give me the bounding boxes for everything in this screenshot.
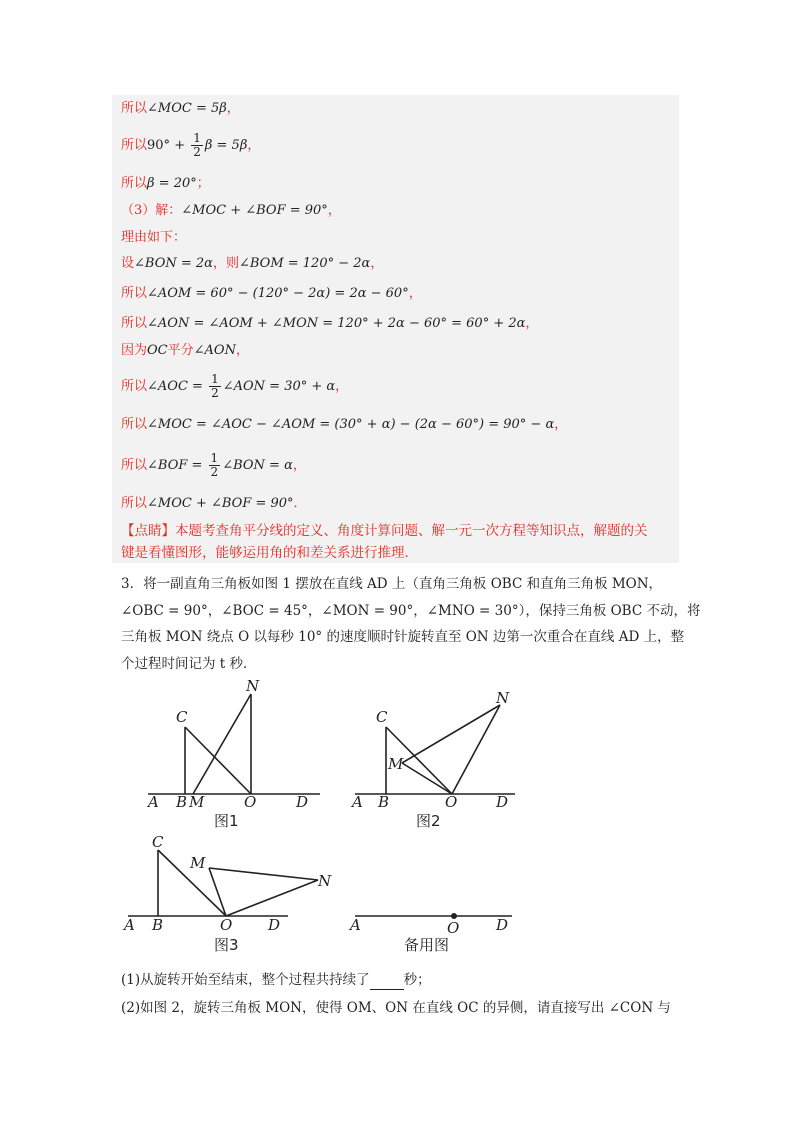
fig2-segment-NM <box>402 705 500 763</box>
fig2-label-A: A <box>352 793 363 811</box>
solution-line-2: 所以90° + $\frac{1}{2}$ β = 5β， <box>121 131 261 159</box>
solution-line-5: 理由如下： <box>121 230 187 245</box>
fig1-caption: 图1 <box>214 812 239 830</box>
fig3-label-N: N <box>318 872 332 890</box>
fig1-label-N: N <box>246 677 260 695</box>
comment-line-2: 键是看懂图形，能够运用角的和差关系进行推理． <box>121 545 418 561</box>
solution-line-12: 所以∠BOF = $\frac{1}{2}$ ∠BON = α， <box>121 451 306 479</box>
solution-line-3: 所以β = 20°； <box>121 176 210 191</box>
fig2-label-O: O <box>445 793 458 811</box>
subquestion-1: (1)从旋转开始至结束，整个过程共持续了 秒； <box>121 972 431 988</box>
fig3-label-A: A <box>124 916 135 934</box>
fig1-label-M: M <box>189 793 205 811</box>
question-line-2: ∠OBC = 90°，∠BOC = 45°，∠MON = 90°，∠MNO = 30°），保持三角板 OBC 不动，将 <box>121 603 701 619</box>
fig3-segment-NO <box>226 880 318 916</box>
solution-line-4: （3）解：∠MOC + ∠BOF = 90°， <box>121 203 341 218</box>
figures <box>0 672 800 962</box>
question-line-1: 3．将一副直角三角板如图 1 摆放在直线 AD 上（直角三角板 OBC 和直角三角板 MON， <box>121 576 663 592</box>
fig3-segment-MN <box>209 868 318 880</box>
solution-line-8: 所以∠AON = ∠AOM + ∠MON = 120° + 2α − 60° = 60° + 2α， <box>121 316 539 331</box>
fig2-caption: 图2 <box>416 812 441 830</box>
solution-line-6: 设∠BON = 2α，则∠BOM = 120° − 2α， <box>121 256 384 271</box>
fig2-label-B: B <box>378 793 390 811</box>
solution-line-7: 所以∠AOM = 60° − (120° − 2α) = 2α − 60°， <box>121 286 422 301</box>
fig3-caption: 图3 <box>214 936 239 954</box>
question-line-4: 个过程时间记为 t 秒． <box>121 656 257 672</box>
fig1-label-B: B <box>176 793 188 811</box>
fig1-label-C: C <box>176 708 188 726</box>
fig4-label-O: O <box>447 919 460 937</box>
fig1-label-D: D <box>296 793 309 811</box>
fig4-label-D: D <box>496 916 509 934</box>
solution-line-1: 所以∠MOC = 5β， <box>121 101 240 116</box>
fig1-label-O: O <box>244 793 257 811</box>
fig2-label-N: N <box>496 689 510 707</box>
solution-line-11: 所以∠MOC = ∠AOC − ∠AOM = (30° + α) − (2α − 60°) = 90° − α， <box>121 417 568 432</box>
subquestion-2: (2)如图 2，旋转三角板 MON，使得 OM、ON 在直线 OC 的异侧，请直接写出 ∠CON 与 <box>121 1000 671 1016</box>
fig2-label-C: C <box>376 708 388 726</box>
fig4-label-A: A <box>350 916 361 934</box>
fig3-label-B: B <box>152 916 164 934</box>
answer-blank <box>370 975 404 990</box>
solution-line-13: 所以∠MOC + ∠BOF = 90°． <box>121 496 307 511</box>
fig3-label-M: M <box>190 854 206 872</box>
fig1-segment-CO <box>185 727 251 794</box>
fig1-label-A: A <box>148 793 159 811</box>
fraction-half: $\frac{1}{2}$ <box>210 451 219 479</box>
solution-line-9: 因为OC平分∠AON， <box>121 343 249 358</box>
fraction-half: $\frac{1}{2}$ <box>211 372 219 400</box>
question-line-3: 三角板 MON 绕点 O 以每秒 10° 的速度顺时针旋转直至 ON 边第一次重合在直线 AD 上，整 <box>121 629 685 645</box>
fig4-caption: 备用图 <box>404 936 450 954</box>
solution-line-10: 所以∠AOC = $\frac{1}{2}$ ∠AON = 30° + α， <box>121 372 349 400</box>
fraction-half: $\frac{1}{2}$ <box>193 131 201 159</box>
fig2-label-D: D <box>496 793 509 811</box>
fig3-label-D: D <box>268 916 281 934</box>
fig3-label-C: C <box>152 833 164 851</box>
fig2-label-M: M <box>388 755 404 773</box>
comment-line-1: 【点睛】本题考查角平分线的定义、角度计算问题、解一元一次方程等知识点，解题的关 <box>121 523 648 539</box>
fig3-label-O: O <box>220 916 233 934</box>
